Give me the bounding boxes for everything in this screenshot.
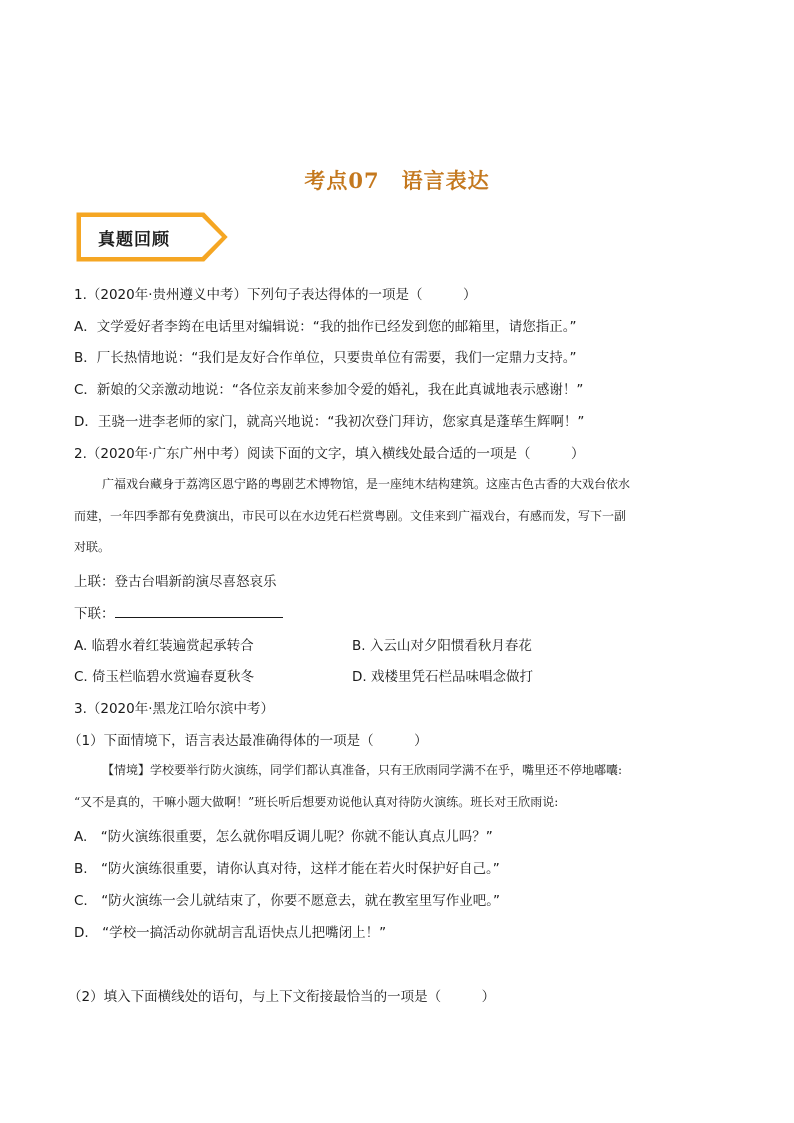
q3-stem: 3.（2020年·黑龙江哈尔滨中考） [74,701,275,717]
answer-blank [115,603,283,618]
q3-sub2-stem: （2）填入下面横线处的语句，与上下文衔接最恰当的一项是（ ） [68,989,496,1005]
q3-option-b: B. “防火演练很重要，请你认真对待，这样才能在若火时保护好自己。” [74,861,500,877]
q1-stem: 1.（2020年·贵州遵义中考）下列句子表达得体的一项是（ ） [74,287,477,303]
page-title [0,165,794,195]
badge-label: 真题回顾 [98,230,170,250]
q3-option-c: C. “防火演练一会儿就结束了，你要不愿意去，就在教室里写作业吧。” [74,893,500,909]
q1-option-a: A．文学爱好者李筠在电话里对编辑说：“我的拙作已经发到您的邮箱里，请您指正。” [74,319,577,335]
q2-upper-couplet: 上联：登古台唱新韵演尽喜怒哀乐 [74,574,277,590]
q2-passage-line: 对联。 [74,540,111,554]
q2-lower-label: 下联： [74,606,115,622]
q2-passage-line: 广福戏台藏身于荔湾区恩宁路的粤剧艺术博物馆，是一座纯木结构建筑。这座古色古香的大戏台依水 [102,477,631,491]
q1-option-d: D．王骁一进李老师的家门，就高兴地说：“我初次登门拜访，您家真是蓬荜生辉啊！” [74,414,585,430]
q2-option-b: B. 入云山对夕阳惯看秋月春花 [352,638,532,654]
q3-situation-line: 【情境】学校要举行防火演练，同学们都认真准备，只有王欣雨同学满不在乎，嘴里还不停地嘟囔: [102,763,623,777]
q2-option-a: A. 临碧水着红装遍赏起承转合 [74,638,254,654]
q2-option-c: C. 倚玉栏临碧水赏遍春夏秋冬 [74,669,255,685]
q2-passage-line: 而建，一年四季都有免费演出，市民可以在水边凭石栏赏粤剧。文佳来到广福戏台，有感而发，写下一副 [74,509,627,523]
q1-option-b: B．厂长热情地说：“我们是友好合作单位，只要贵单位有需要，我们一定鼎力支持。” [74,350,577,366]
q1-option-c: C．新娘的父亲激动地说：“各位亲友前来参加令爱的婚礼，我在此真诚地表示感谢！” [74,382,584,398]
q3-option-d: D. “学校一搞活动你就胡言乱语快点儿把嘴闭上！” [74,925,387,941]
q3-situation-line: “又不是真的，干嘛小题大做啊！”班长听后想要劝说他认真对待防火演练。班长对王欣雨说: [74,795,559,809]
title-main: 考点07 [304,168,380,193]
section-badge [76,212,228,262]
q2-option-d: D. 戏楼里凭石栏品味唱念做打 [352,669,533,685]
q2-stem: 2.（2020年·广东广州中考）阅读下面的文字，填入横线处最合适的一项是（ ） [74,446,585,462]
q3-option-a: A. “防火演练很重要，怎么就你唱反调儿呢？你就不能认真点儿吗？” [74,829,493,845]
q2-lower-couplet [74,602,283,622]
q3-sub1-stem: （1）下面情境下，语言表达最准确得体的一项是（ ） [68,733,428,749]
title-sub: 语言表达 [401,168,490,193]
